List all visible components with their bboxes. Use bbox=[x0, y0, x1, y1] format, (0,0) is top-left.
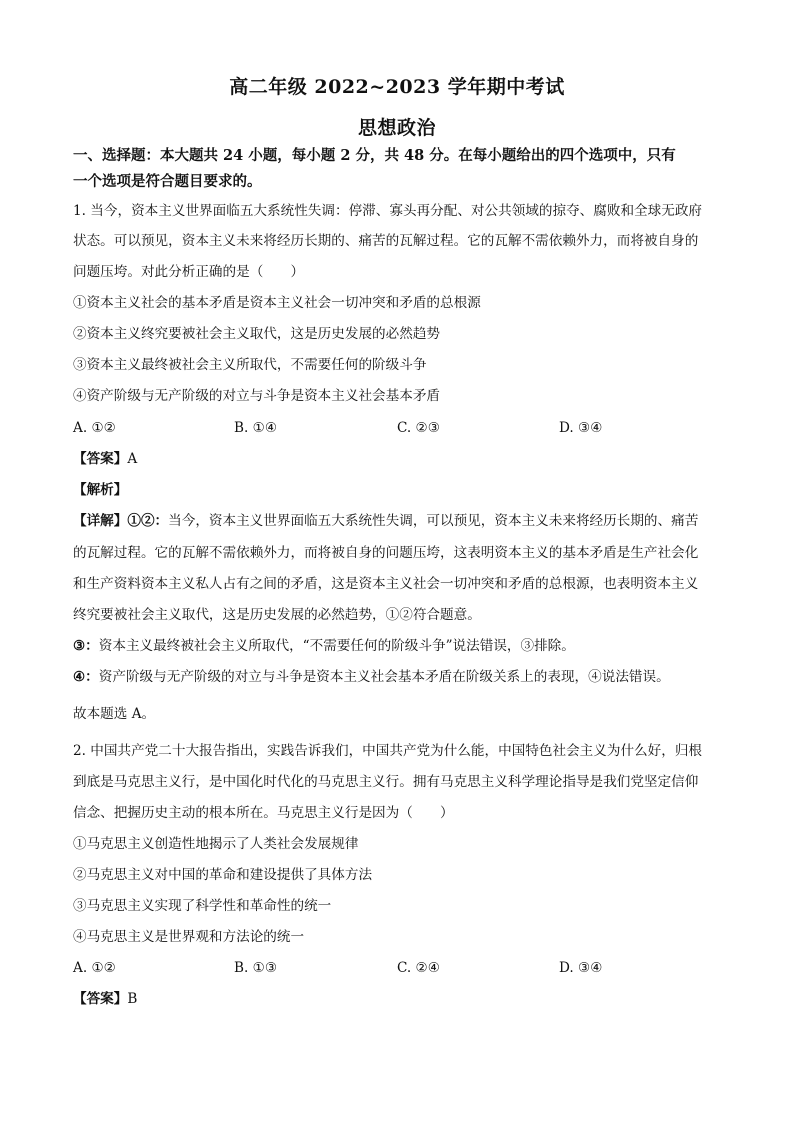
q1-options bbox=[73, 418, 723, 438]
q1-detail-line: 终究要被社会主义取代，这是历史发展的必然趋势，①②符合题意。 bbox=[73, 607, 481, 623]
q2-statement: ④马克思主义是世界观和方法论的统一 bbox=[73, 929, 305, 945]
q1-detail3-line bbox=[73, 636, 723, 656]
q1-statement: ①资本主义社会的基本矛盾是资本主义社会一切冲突和矛盾的总根源 bbox=[73, 295, 481, 311]
q2-option-a: A. ①② bbox=[73, 960, 116, 976]
answer-value: B bbox=[127, 991, 138, 1007]
q2-options bbox=[73, 958, 723, 978]
q2-stem-line: 信念、把握历史主动的根本所在。马克思主义行是因为（ ） bbox=[73, 805, 454, 821]
q1-detail4-line bbox=[73, 667, 723, 687]
q2-option-d: D. ③④ bbox=[559, 960, 603, 976]
detail3-text: 资本主义最终被社会主义所取代，“不需要任何的阶级斗争”说法错误，③排除。 bbox=[98, 638, 575, 654]
q2-stem-line: 到底是马克思主义行，是中国化时代化的马克思主义行。拥有马克思主义科学理论指导是我们党坚定信仰 bbox=[73, 774, 699, 790]
answer-tag: 【答案】 bbox=[73, 451, 128, 467]
q1-stem-line: 1. 当今，资本主义世界面临五大系统性失调：停滞、寡头再分配、对公共领域的掠夺、腐败和全球无政府 bbox=[73, 203, 703, 219]
q1-answer bbox=[73, 449, 723, 469]
q2-statement: ②马克思主义对中国的革命和建设提供了具体方法 bbox=[73, 867, 373, 883]
q2-stem-line: 2. 中国共产党二十大报告指出，实践告诉我们，中国共产党为什么能，中国特色社会主义为什么好，归根 bbox=[73, 743, 703, 759]
q1-conclusion: 故本题选 A。 bbox=[73, 706, 156, 722]
q1-detail-line: 和生产资料资本主义私人占有之间的矛盾，这是资本主义社会一切冲突和矛盾的总根源，也表明资本主义 bbox=[73, 576, 699, 592]
q1-detail-line bbox=[73, 511, 723, 531]
section-heading-line1: 一、选择题：本大题共 24 小题，每小题 2 分，共 48 分。在每小题给出的四个选项中，只有 bbox=[73, 147, 676, 164]
detail4-lead: ④： bbox=[73, 669, 99, 685]
q2-answer bbox=[73, 989, 723, 1009]
detail-tag: 【详解】 bbox=[73, 513, 128, 529]
q1-stem-line: 问题压垮。对此分析正确的是（ ） bbox=[73, 264, 305, 280]
q1-option-a: A. ①② bbox=[73, 420, 116, 436]
detail-lead: ①②： bbox=[127, 513, 169, 529]
q2-option-b: B. ①③ bbox=[234, 960, 278, 976]
subject-title: 思想政治 bbox=[357, 117, 436, 139]
q1-statement: ②资本主义终究要被社会主义取代，这是历史发展的必然趋势 bbox=[73, 326, 441, 342]
q1-option-b: B. ①④ bbox=[234, 420, 278, 436]
q2-statement: ③马克思主义实现了科学性和革命性的统一 bbox=[73, 898, 332, 914]
q2-statement: ①马克思主义创造性地揭示了人类社会发展规律 bbox=[73, 836, 359, 852]
detail4-text: 资产阶级与无产阶级的对立与斗争是资本主义社会基本矛盾在阶级关系上的表现，④说法错误。 bbox=[98, 669, 670, 685]
detail-text: 当今，资本主义世界面临五大系统性失调，可以预见，资本主义未来将经历长期的、痛苦 bbox=[168, 513, 699, 529]
answer-value: A bbox=[127, 451, 138, 467]
q1-option-d: D. ③④ bbox=[559, 420, 603, 436]
section-heading-line2: 一个选项是符合题目要求的。 bbox=[73, 173, 262, 190]
q1-option-c: C. ②③ bbox=[397, 420, 440, 436]
exam-title: 高二年级 2022~2023 学年期中考试 bbox=[229, 76, 565, 98]
answer-tag: 【答案】 bbox=[73, 991, 128, 1007]
q1-statement: ④资产阶级与无产阶级的对立与斗争是资本主义社会基本矛盾 bbox=[73, 388, 441, 404]
q1-detail-line: 的瓦解过程。它的瓦解不需依赖外力，而将被自身的问题压垮，这表明资本主义的基本矛盾是生产社会化 bbox=[73, 545, 699, 561]
detail3-lead: ③： bbox=[73, 638, 99, 654]
analysis-tag: 【解析】 bbox=[73, 482, 128, 498]
q1-stem-line: 状态。可以预见，资本主义未来将经历长期的、痛苦的瓦解过程。它的瓦解不需依赖外力，而将被自身的 bbox=[73, 233, 699, 249]
q2-option-c: C. ②④ bbox=[397, 960, 440, 976]
q1-statement: ③资本主义最终被社会主义所取代，不需要任何的阶级斗争 bbox=[73, 357, 427, 373]
q1-analysis-tag bbox=[73, 480, 723, 500]
